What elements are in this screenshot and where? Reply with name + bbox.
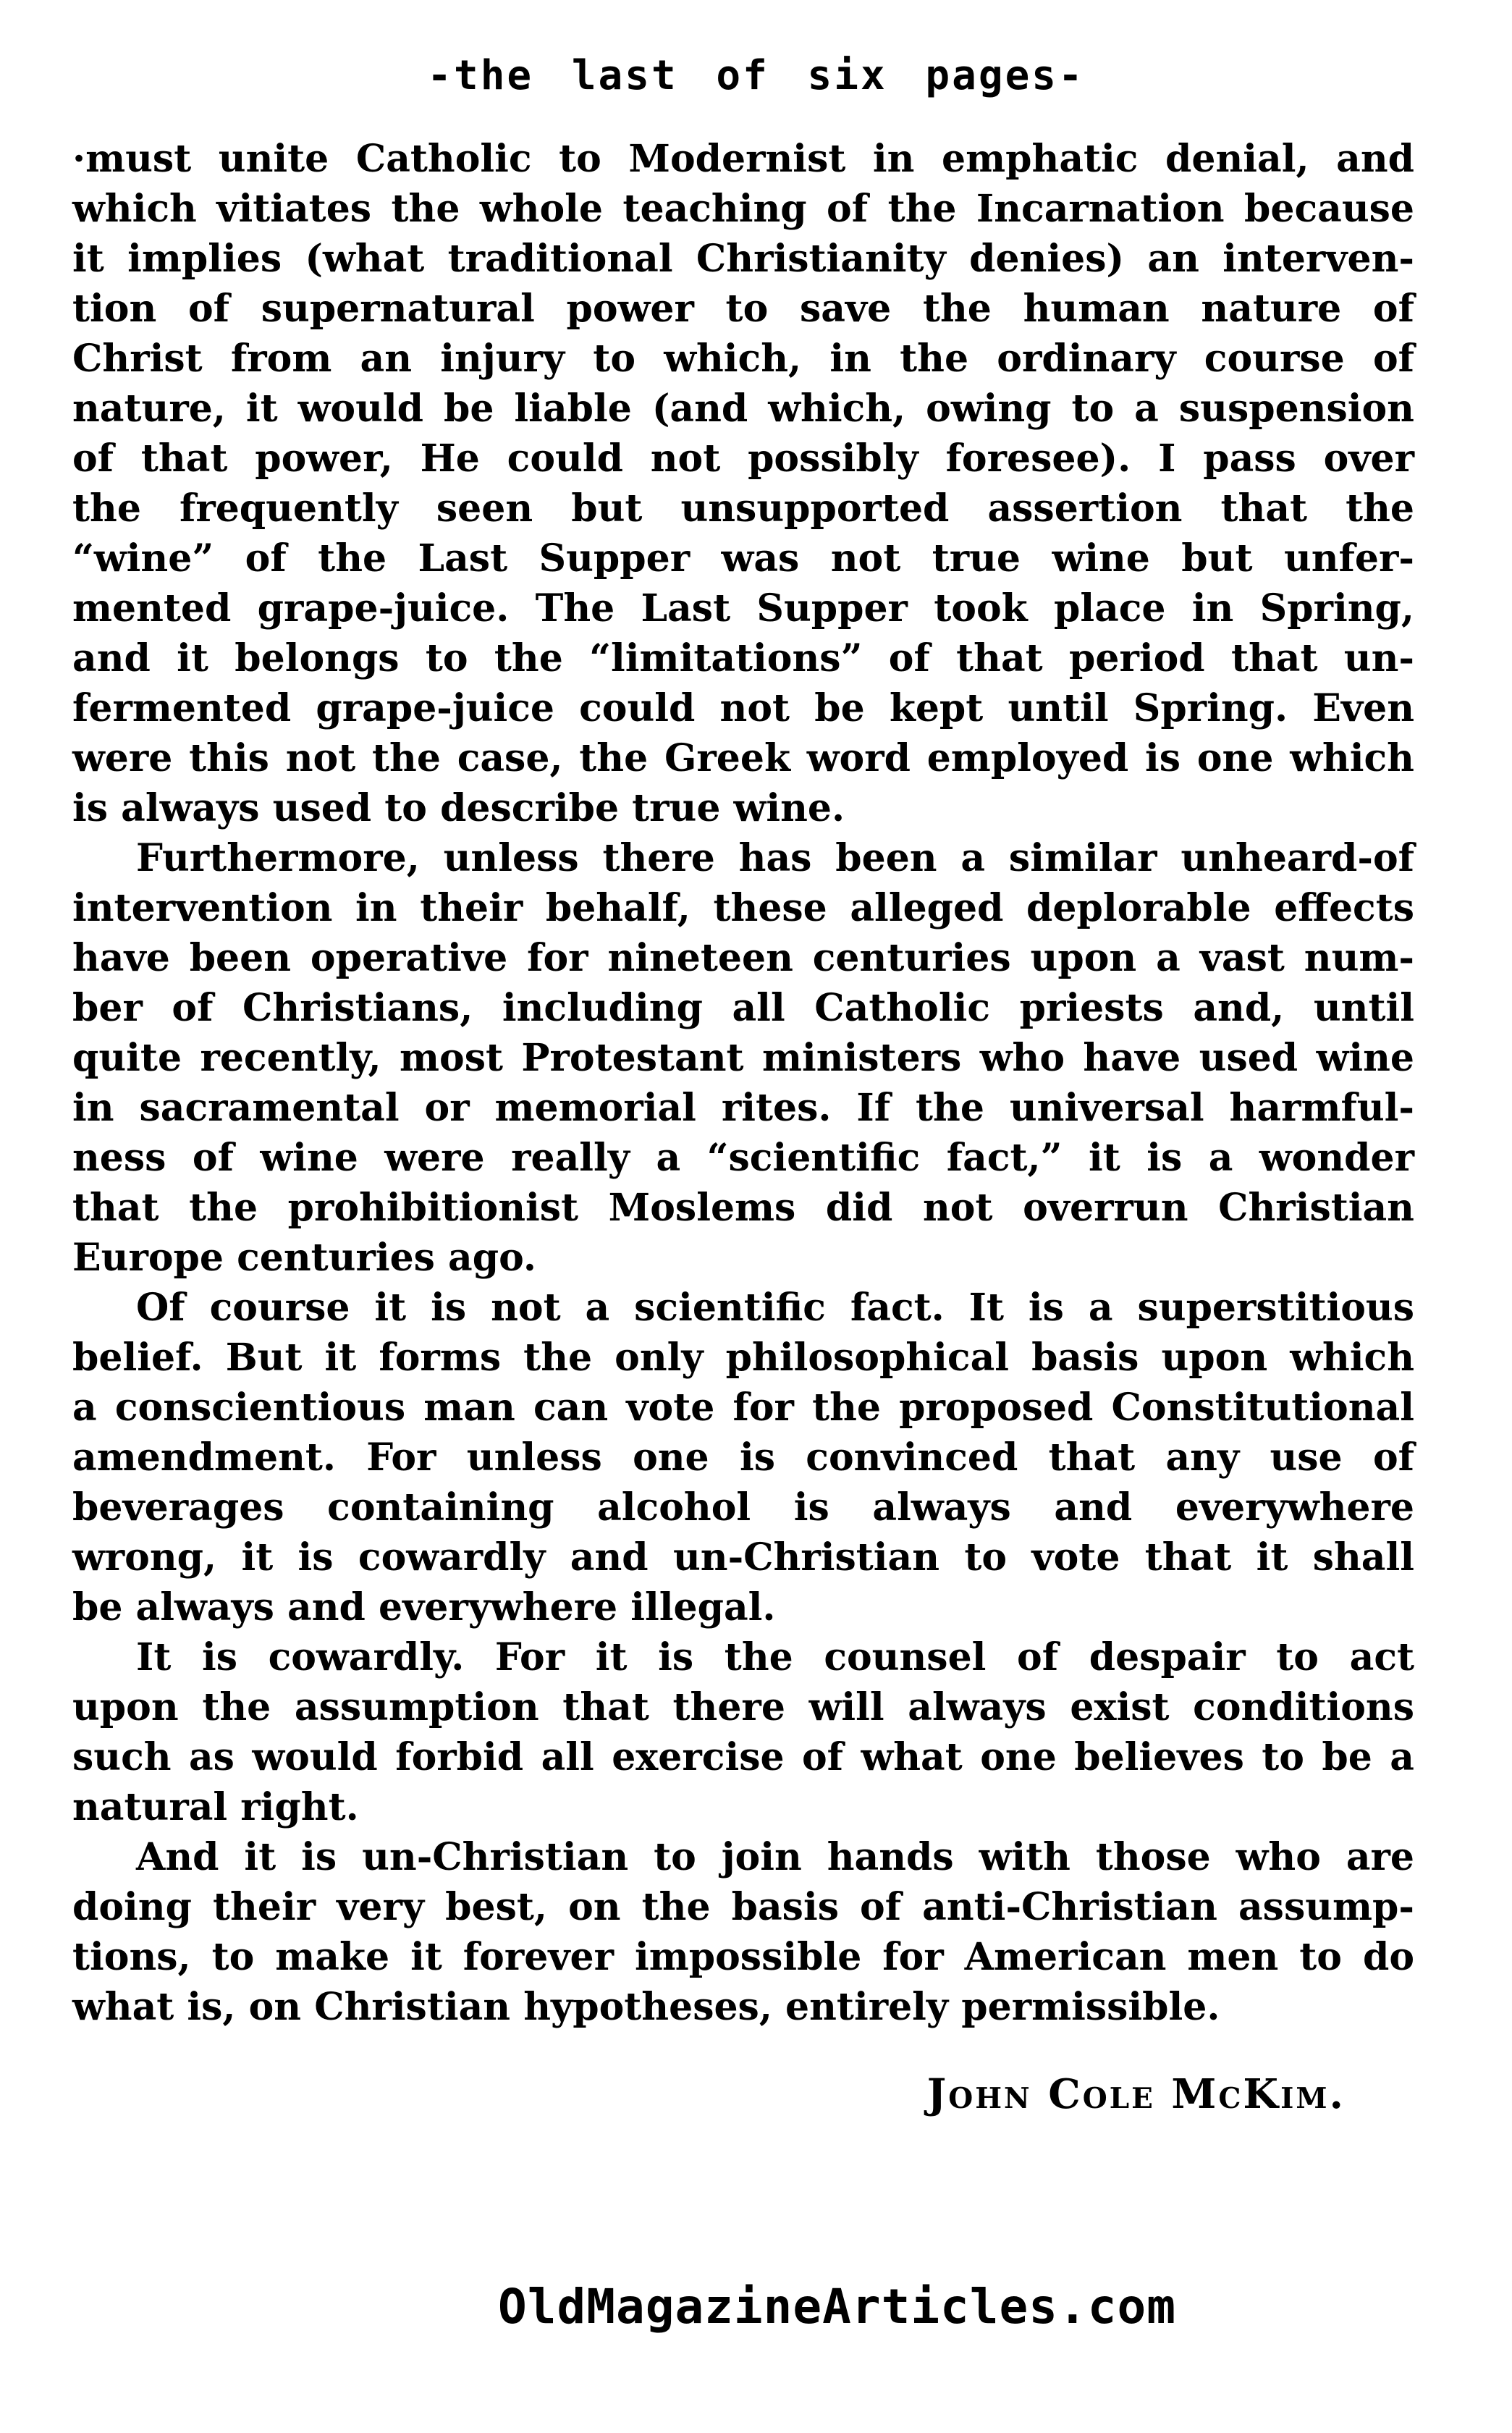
text-line: were this not the case, the Greek word employed is one which (72, 736, 1414, 780)
text-line: be always and everywhere illegal. (72, 1585, 776, 1629)
text-line: fermented grape-juice could not be kept until Spring. Even (72, 686, 1414, 730)
text-line: It is cowardly. For it is the counsel of despair to act (136, 1635, 1414, 1679)
text-line: ness of wine were really a “scientific fact,” it is a wonder (72, 1136, 1414, 1180)
text-line: mented grape-juice. The Last Supper took place in Spring, (72, 586, 1414, 631)
text-line: and it belongs to the “limitations” of that period that un- (72, 636, 1414, 680)
text-line: Europe centuries ago. (72, 1236, 536, 1280)
text-line: “wine” of the Last Supper was not true wine but unfer- (72, 536, 1414, 581)
text-line: tion of supernatural power to save the human nature of (72, 287, 1414, 331)
page-header: -the last of six pages- (427, 52, 1085, 99)
text-line: Christ from an injury to which, in the ordinary course of (72, 337, 1414, 381)
author-signature: John Cole McKim. (926, 2070, 1346, 2118)
text-line: it implies (what traditional Christianity denies) an interven- (72, 237, 1414, 281)
text-line: tions, to make it forever impossible for American men to do (72, 1935, 1414, 1979)
text-line: a conscientious man can vote for the proposed Constitutional (72, 1386, 1414, 1430)
text-line: quite recently, most Protestant ministers who have used wine (72, 1036, 1414, 1080)
text-line: beverages containing alcohol is always and everywhere (72, 1485, 1414, 1530)
text-line: natural right. (72, 1785, 359, 1829)
paragraph (72, 1283, 1414, 1632)
text-line: ·must unite Catholic to Modernist in emphatic denial, and (72, 137, 1414, 181)
text-line: is always used to describe true wine. (72, 786, 845, 830)
text-line: Of course it is not a scientific fact. It is a superstitious (136, 1286, 1414, 1330)
text-line: doing their very best, on the basis of anti-Christian assump- (72, 1885, 1414, 1929)
text-line: that the prohibitionist Moslems did not overrun Christian (72, 1186, 1414, 1230)
paragraph (72, 1632, 1414, 1832)
text-line: have been operative for nineteen centuries upon a vast num- (72, 936, 1414, 980)
text-line: such as would forbid all exercise of what one believes to be a (72, 1735, 1414, 1779)
text-line: of that power, He could not possibly foresee). I pass over (72, 437, 1414, 481)
text-line: amendment. For unless one is convinced that any use of (72, 1435, 1414, 1480)
text-line: And it is un-Christian to join hands with those who are (136, 1835, 1414, 1879)
text-line: wrong, it is cowardly and un-Christian to vote that it shall (72, 1535, 1414, 1580)
paragraph (72, 1832, 1414, 2032)
watermark: OldMagazineArticles.com (498, 2279, 1176, 2335)
text-line: intervention in their behalf, these alleged deplorable effects (72, 886, 1414, 930)
text-line: nature, it would be liable (and which, owing to a suspension (72, 387, 1414, 431)
article-body (72, 134, 1414, 2120)
text-line: what is, on Christian hypotheses, entirely permissible. (72, 1985, 1220, 2029)
text-line: Furthermore, unless there has been a similar unheard-of (136, 836, 1414, 880)
text-line: ber of Christians, including all Catholic priests and, until (72, 986, 1414, 1030)
text-line: in sacramental or memorial rites. If the universal harmful- (72, 1086, 1414, 1130)
text-line: the frequently seen but unsupported assertion that the (72, 486, 1414, 531)
text-line: belief. But it forms the only philosophical basis upon which (72, 1336, 1414, 1380)
paragraph (72, 134, 1414, 833)
text-line: upon the assumption that there will always exist conditions (72, 1685, 1414, 1729)
paragraph (72, 833, 1414, 1283)
text-line: which vitiates the whole teaching of the Incarnation because (72, 187, 1414, 231)
